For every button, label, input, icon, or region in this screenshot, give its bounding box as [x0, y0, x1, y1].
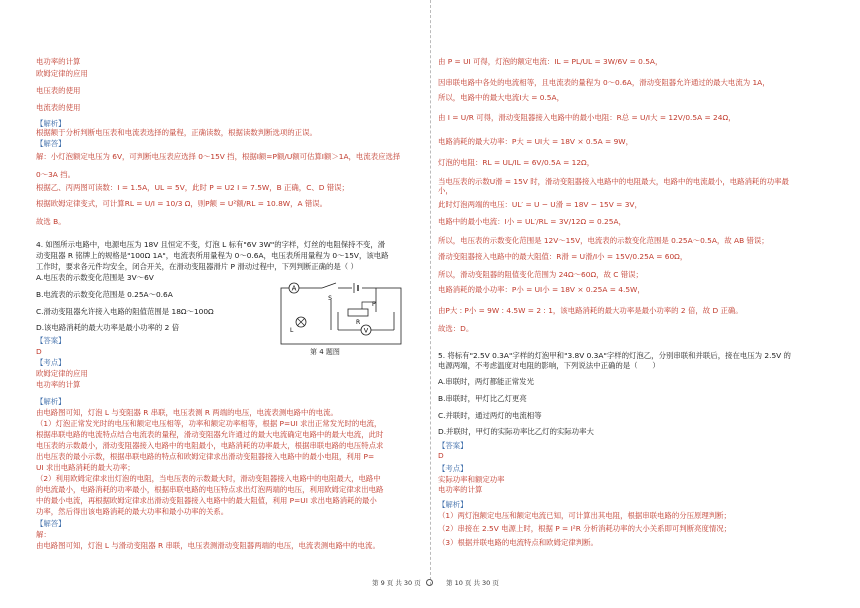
- question-stem: 动变阻器 R 铭牌上的规格是"100Ω 1A"，电流表所用量程为 0～0.6A，电压表所用量程为 0～15V，该电路: [36, 251, 389, 260]
- answer-line: 解：: [36, 530, 51, 539]
- right-text-line: 5. 将标有"2.5V 0.3A"字样的灯泡甲和"3.8V 0.3A"字样的灯泡乙，分别串联和并联后，接在电压为 2.5V 的: [438, 351, 791, 360]
- right-text-line: 此时灯泡两端的电压：UL′ = U − U滑 = 18V − 15V = 3V，: [438, 200, 642, 209]
- ammeter-icon: [289, 283, 299, 293]
- answer-tag: 【解答】: [36, 139, 66, 148]
- right-text-line: 由 I = U/R 可得，滑动变阻器接入电路中的最小电阻：R总 = U/I大 = 12V/0.5A = 24Ω，: [438, 113, 736, 122]
- right-text-line: 灯泡的电阻：RL = UL/IL = 6V/0.5A = 12Ω，: [438, 158, 595, 167]
- analysis-line: （2）利用欧姆定律求出灯泡的电阻，当电压表的示数最大时，滑动变阻器接入电路中的电阻最大，电路中: [36, 474, 381, 483]
- analysis-line: 根据串联电路的电流特点结合电流表的量程，滑动变阻器允许通过的最大电流确定电路中的最大电流，此时: [36, 430, 384, 439]
- right-text-line: 电路中的最小电流：I小 = UL′/RL = 3V/12Ω = 0.25A，: [438, 217, 626, 226]
- knowledge-item: 电流表的使用: [36, 103, 81, 112]
- right-text-line: C.并联时，通过两灯的电流相等: [438, 411, 542, 420]
- svg-text:L: L: [290, 327, 294, 334]
- right-text-line: 因串联电路中各处的电流相等，且电流表的量程为 0～0.6A，滑动变阻器允许通过的最大电流为 1A，: [438, 78, 770, 87]
- answer-tag: 【答案】: [36, 336, 66, 345]
- right-text-line: 当电压表的示数U滑 = 15V 时，滑动变阻器接入电路中的电阻最大，电路中的电流最小，电路消耗的功率最: [438, 177, 789, 186]
- analysis-line: 的电流最小，电路消耗的功率最小，根据串联电路的电压特点求出灯泡两端的电压，利用欧姆定律求出电路: [36, 485, 384, 494]
- right-text-line: 所以，电压表的示数变化范围是 12V～15V，电流表的示数变化范围是 0.25A～0.5A，故 AB 错误；: [438, 236, 769, 245]
- right-text-line: 【解析】: [438, 500, 468, 509]
- page-number-right: 第 10 页 共 30 页: [446, 579, 499, 587]
- right-text-line: 所以，滑动变阻器的阻值变化范围为 24Ω～60Ω，故 C 错误；: [438, 270, 643, 279]
- right-text-line: （2）串接在 2.5V 电源上时，根据 P = I²R 分析消耗功率的大小关系即可判断亮度情况；: [438, 524, 732, 533]
- right-text-line: 电路消耗的最大功率：P大 = UI大 = 18V × 0.5A = 9W，: [438, 137, 633, 146]
- svg-text:S: S: [328, 295, 332, 302]
- svg-text:P: P: [372, 301, 376, 308]
- right-text-line: 所以，电路中的最大电流I大 = 0.5A，: [438, 93, 564, 102]
- right-text-line: D: [438, 451, 444, 460]
- right-text-line: （1）两灯泡额定电压和额定电流已知，可计算出其电阻，根据串联电路的分压原理判断；: [438, 511, 731, 520]
- knowledge-item: 电功率的计算: [36, 57, 81, 66]
- solution-line: 根据欧姆定律变式，可计算RL = U/I = 10/3 Ω，则P额 = U²额/RL = 10.8W，A 错误。: [36, 199, 328, 208]
- point-item: 欧姆定律的应用: [36, 369, 88, 378]
- answer-tag: 【解答】: [36, 519, 66, 528]
- page-divider: [430, 0, 431, 585]
- solution-line: 解：小灯泡额定电压为 6V，可判断电压表应选择 0～15V 挡，根据I额=P额/U额可估算I额＞1A，电流表应选择: [36, 152, 401, 161]
- right-text-line: 滑动变阻器接入电路中的最大阻值：R滑 = U滑/I小 = 15V/0.25A = 60Ω，: [438, 252, 688, 261]
- right-text-line: 小，: [438, 186, 453, 195]
- option-b: B.电流表的示数变化范围是 0.25A～0.6A: [36, 290, 173, 299]
- right-text-line: 【答案】: [438, 441, 468, 450]
- analysis-line: （1）灯泡正常发光时的电压和额定电压相等，功率和额定功率相等，根据 P=UI 求出正常发光时的电流，: [36, 419, 382, 428]
- analysis-text: 根据额于分析判断电压表和电流表选择的量程，正确读数，根据读数判断选项的正误。: [36, 128, 317, 137]
- analysis-line: 由电路图可知，灯泡 L 与变阻器 R 串联，电压表测 R 两端的电压，电流表测电路中的电流。: [36, 408, 338, 417]
- right-text-line: （3）根据并联电路的电流特点和欧姆定律判断。: [438, 538, 598, 547]
- right-text-line: A.串联时，两灯都能正常发光: [438, 377, 534, 386]
- switch-icon: [322, 283, 338, 302]
- right-text-line: 故选：D。: [438, 324, 474, 333]
- right-text-line: B.串联时，甲灯比乙灯更亮: [438, 394, 527, 403]
- right-text-line: 电路消耗的最小功率：P小 = UI小 = 18V × 0.25A = 4.5W，: [438, 285, 645, 294]
- right-text-line: 【考点】: [438, 464, 468, 473]
- option-a: A.电压表的示数变化范围是 3V～6V: [36, 273, 154, 282]
- answer-value: D: [36, 347, 42, 356]
- svg-text:A: A: [291, 284, 297, 293]
- battery-icon: [352, 283, 362, 293]
- solution-line: 故选 B。: [36, 217, 66, 226]
- analysis-tag: 【解析】: [36, 397, 66, 406]
- svg-text:V: V: [363, 326, 369, 335]
- page-number-left: 第 9 页 共 30 页: [372, 579, 421, 587]
- rheostat-icon: [348, 301, 376, 326]
- option-c: C.滑动变阻器允许接入电路的阻值范围是 18Ω～100Ω: [36, 307, 214, 316]
- analysis-line: 电压表的示数最小，滑动变阻器接入电路中的电阻最小，电路消耗的功率最大，根据串联电路的电压特点求: [36, 441, 384, 450]
- figure-caption: 第 4 题图: [310, 348, 340, 356]
- option-d: D.该电路消耗的最大功率是最小功率的 2 倍: [36, 323, 180, 332]
- solution-line: 0～3A 挡。: [36, 170, 75, 179]
- answer-line: 由电路图可知，灯泡 L 与滑动变阻器 R 串联，电压表测滑动变阻器两端的电压，电流表测电路中的电流。: [36, 541, 380, 550]
- analysis-line: UI 求出电路消耗的最大功率；: [36, 463, 135, 472]
- point-item: 电功率的计算: [36, 380, 81, 389]
- circuit-diagram: [276, 282, 416, 354]
- analysis-line: 功率，然后得出该电路消耗的最大功率和最小功率的关系。: [36, 507, 229, 516]
- right-text-line: 由 P = UI 可得，灯泡的额定电流：IL = PL/UL = 3W/6V = 0.5A，: [438, 57, 663, 66]
- analysis-tag: 【解析】: [36, 119, 66, 128]
- solution-line: 根据乙、丙两图可读数：I = 1.5A，UL = 5V，此时 P = U2 I = 7.5W，B 正确，C、D 错误；: [36, 183, 349, 192]
- knowledge-item: 欧姆定律的应用: [36, 69, 88, 78]
- right-text-line: 实际功率和额定功率: [438, 475, 505, 484]
- fold-mark-icon: [426, 579, 433, 586]
- knowledge-item: 电压表的使用: [36, 86, 81, 95]
- analysis-line: 中的最小电流，再根据欧姆定律求出滑动变阻器接入电路中的最大阻值，利用 P=UI 求出电路消耗的最小: [36, 496, 377, 505]
- right-text-line: D.并联时，甲灯的实际功率比乙灯的实际功率大: [438, 427, 594, 436]
- right-text-line: 由P大 : P小 = 9W : 4.5W = 2 : 1，该电路消耗的最大功率是最小功率的 2 倍，故 D 正确。: [438, 306, 743, 315]
- right-text-line: 电源两端，不考虑温度对电阻的影响，下列说法中正确的是（ ）: [438, 361, 660, 370]
- lamp-icon: [290, 317, 306, 334]
- right-text-line: 电功率的计算: [438, 485, 483, 494]
- question-stem: 工作时，要求各元件均安全，闭合开关，在滑动变阻器滑片 P 滑动过程中，下列判断正确的是（ ）: [36, 262, 358, 271]
- point-tag: 【考点】: [36, 358, 66, 367]
- question-stem: 4. 如图所示电路中，电源电压为 18V 且恒定不变，灯泡 L 标有"6V 3W"的字样，灯丝的电阻保持不变，滑: [36, 240, 386, 249]
- svg-text:R: R: [356, 319, 361, 326]
- analysis-line: 出电压表的最小示数，根据串联电路的特点和欧姆定律求出滑动变阻器接入电路中的最小电阻，利用 P=: [36, 452, 375, 461]
